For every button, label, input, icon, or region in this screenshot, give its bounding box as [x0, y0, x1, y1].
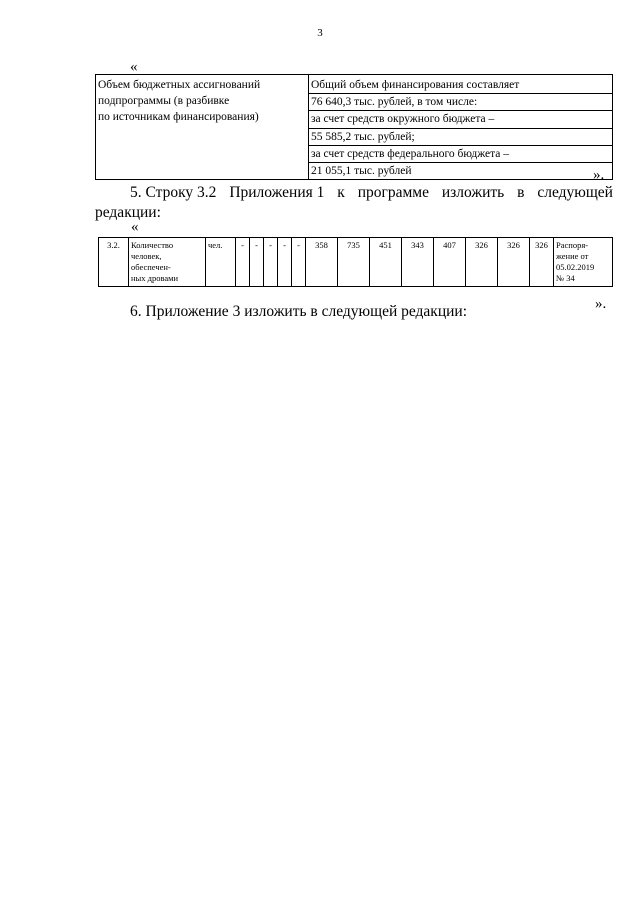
indicator-name-line: человек,: [131, 251, 162, 261]
budget-value-line: 76 640,3 тыс. рублей, в том числе:: [309, 94, 612, 111]
paragraph-6: 6. Приложение 3 изложить в следующей редакции:: [130, 303, 468, 320]
value-cell: -: [236, 238, 250, 287]
indicator-name-line: Количество: [131, 240, 174, 250]
value-cell: -: [292, 238, 306, 287]
value-cell: 343: [402, 238, 434, 287]
unit-cell: чел.: [206, 238, 236, 287]
basis-document-line: Распоря-: [556, 240, 589, 250]
paragraph-word: Приложения 1: [229, 184, 325, 201]
row-number-cell: 3.2.: [99, 238, 129, 287]
budget-allocation-table: [95, 74, 613, 180]
opening-quote: «: [131, 219, 139, 235]
page-number: 3: [317, 27, 323, 39]
table-row: [96, 75, 613, 180]
value-cell: 326: [498, 238, 530, 287]
budget-label-line: по источникам финансирования): [98, 111, 259, 124]
paragraph-word: изложить: [441, 184, 505, 201]
basis-document-cell: [554, 238, 613, 287]
paragraph-5-line-2: редакции:: [95, 204, 161, 221]
value-cell: 326: [530, 238, 554, 287]
paragraph-word: программе: [357, 184, 429, 201]
budget-value-line: Общий объем финансирования составляет: [309, 77, 612, 94]
paragraph-word: в: [517, 184, 525, 201]
budget-value-cell: [309, 75, 613, 180]
table-row: [99, 238, 613, 287]
value-cell: -: [250, 238, 264, 287]
budget-value-line: 21 055,1 тыс. рублей: [311, 165, 412, 178]
basis-document-line: № 34: [556, 273, 575, 283]
value-cell: -: [278, 238, 292, 287]
budget-label-line: подпрограммы (в разбивке: [98, 95, 230, 108]
value-cell: -: [264, 238, 278, 287]
value-cell: 451: [370, 238, 402, 287]
value-cell: 407: [434, 238, 466, 287]
basis-document-line: 05.02.2019: [556, 262, 595, 272]
value-cell: 326: [466, 238, 498, 287]
paragraph-word: 5. Строку 3.2: [130, 184, 217, 201]
value-cell: 358: [306, 238, 338, 287]
basis-document-line: жение от: [556, 251, 589, 261]
paragraph-5: [95, 183, 613, 223]
closing-quote: ».: [595, 296, 607, 312]
paragraph-5-line-1: [95, 183, 613, 203]
paragraph-word: следующей: [537, 184, 613, 201]
budget-label-line: Объем бюджетных ассигнований: [98, 79, 261, 91]
budget-value-line: за счет средств федерального бюджета –: [309, 146, 612, 163]
value-cell: 735: [338, 238, 370, 287]
budget-value-line: за счет средств окружного бюджета –: [309, 111, 612, 128]
indicator-name-line: ных дровами: [131, 273, 179, 283]
program-row-table: [98, 237, 613, 287]
indicator-name-line: обеспечен-: [131, 262, 171, 272]
budget-label-cell: [96, 75, 309, 180]
opening-quote: «: [130, 59, 138, 75]
closing-quote: ».: [593, 167, 605, 183]
budget-value-line: 55 585,2 тыс. рублей;: [309, 129, 612, 146]
paragraph-word: к: [337, 184, 345, 201]
indicator-name-cell: [129, 238, 206, 287]
